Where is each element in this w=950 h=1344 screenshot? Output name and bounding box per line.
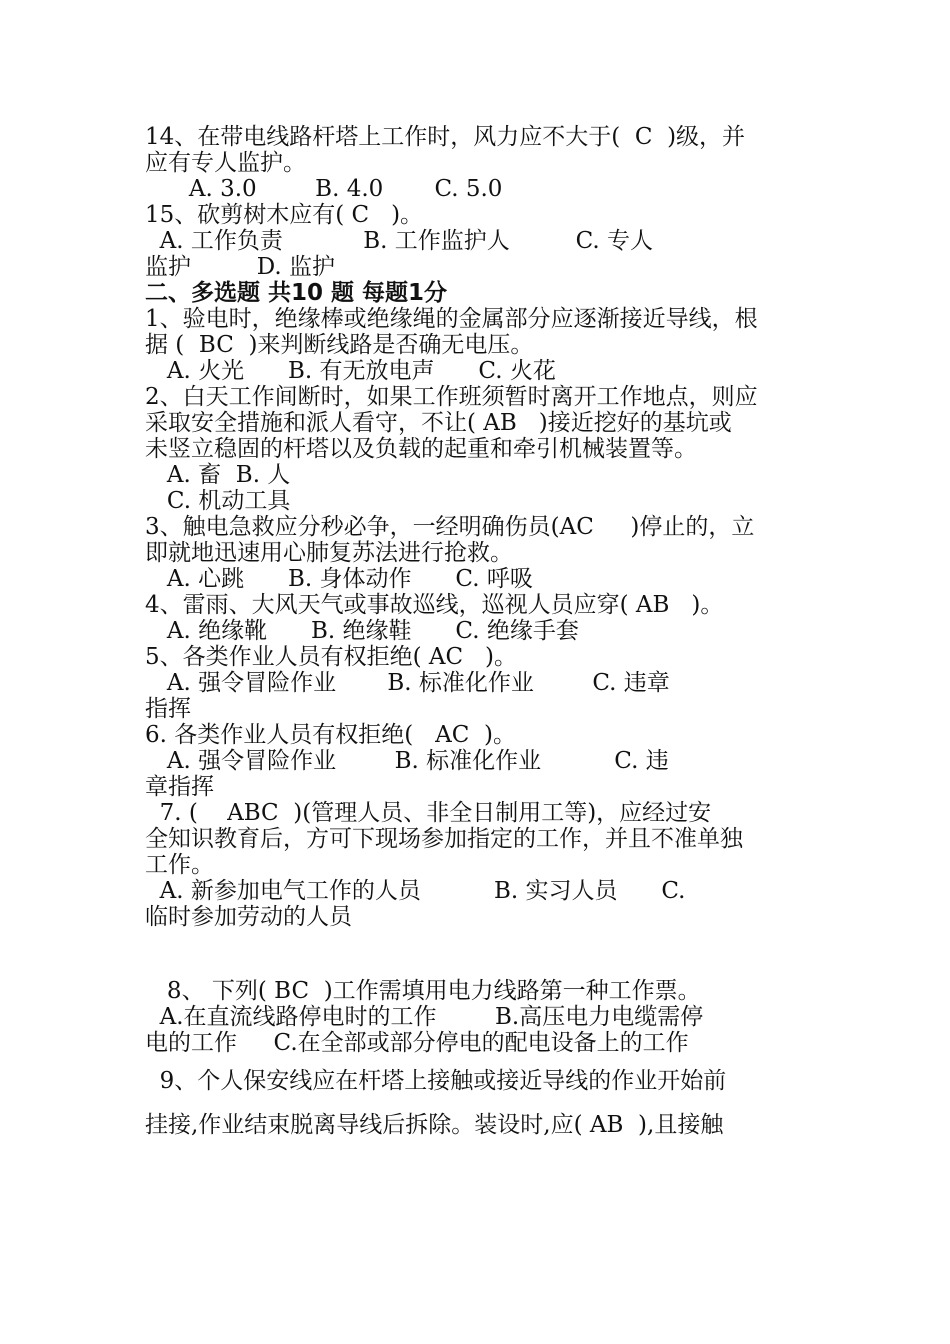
text-line: A. 火光 B. 有无放电声 C. 火花 <box>145 358 556 384</box>
text-line: A. 新参加电气工作的人员 B. 实习人员 C. <box>145 878 686 904</box>
text-line: 2、白天工作间断时，如果工作班须暂时离开工作地点，则应 <box>145 384 758 410</box>
text-line: A. 心跳 B. 身体动作 C. 呼吸 <box>145 566 533 592</box>
text-line: 5、各类作业人员有权拒绝( AC )。 <box>145 644 518 670</box>
text-line: 据 ( BC )来判断线路是否确无电压。 <box>145 332 534 358</box>
text-line: 14、在带电线路杆塔上工作时，风力应不大于( C )级，并 <box>145 124 746 150</box>
text-line: C. 机动工具 <box>145 488 291 514</box>
text-line: 即就地迅速用心肺复苏法进行抢救。 <box>145 540 513 566</box>
text-line: 15、砍剪树木应有( C )。 <box>145 202 424 228</box>
text-line: 应有专人监护。 <box>145 150 306 176</box>
text-line: 3、触电急救应分秒必争，一经明确伤员(AC )停止的，立 <box>145 514 755 540</box>
text-line: A. 强令冒险作业 B. 标准化作业 C. 违章 <box>145 670 670 696</box>
text-line: A. 3.0 B. 4.0 C. 5.0 <box>145 176 503 202</box>
text-line: 6. 各类作业人员有权拒绝( AC )。 <box>145 722 516 748</box>
text-line: A. 绝缘靴 B. 绝缘鞋 C. 绝缘手套 <box>145 618 579 644</box>
text-line: A.在直流线路停电时的工作 B.高压电力电缆需停 <box>145 1004 704 1030</box>
text-line: 采取安全措施和派人看守，不让( AB )接近挖好的基坑或 <box>145 410 732 436</box>
text-line: 未竖立稳固的杆塔以及负载的起重和牵引机械装置等。 <box>145 436 697 462</box>
text-line: 电的工作 C.在全部或部分停电的配电设备上的工作 <box>145 1030 689 1056</box>
text-line: A. 强令冒险作业 B. 标准化作业 C. 违 <box>145 748 669 774</box>
text-line: 章指挥 <box>145 774 214 800</box>
section-heading: 二、多选题 共10 题 每题1分 <box>145 280 448 306</box>
text-line: 工作。 <box>145 852 214 878</box>
text-line: 1、验电时，绝缘棒或绝缘绳的金属部分应逐渐接近导线，根 <box>145 306 758 332</box>
text-line: 挂接,作业结束脱离导线后拆除。装设时,应( AB ),且接触 <box>145 1112 724 1138</box>
text-line: 全知识教育后，方可下现场参加指定的工作，并且不准单独 <box>145 826 743 852</box>
text-line: 9、个人保安线应在杆塔上接触或接近导线的作业开始前 <box>145 1068 727 1094</box>
text-line: 临时参加劳动的人员 <box>145 904 352 930</box>
text-line: A. 畜 B. 人 <box>145 462 291 488</box>
text-line: A. 工作负责 B. 工作监护人 C. 专人 <box>145 228 653 254</box>
text-line: 8、 下列( BC )工作需填用电力线路第一种工作票。 <box>145 978 701 1004</box>
text-line: 指挥 <box>145 696 191 722</box>
text-line: 监护 D. 监护 <box>145 254 336 280</box>
text-line: 4、雷雨、大风天气或事故巡线，巡视人员应穿( AB )。 <box>145 592 724 618</box>
text-line: 7. ( ABC )(管理人员、非全日制用工等)，应经过安 <box>145 800 712 826</box>
